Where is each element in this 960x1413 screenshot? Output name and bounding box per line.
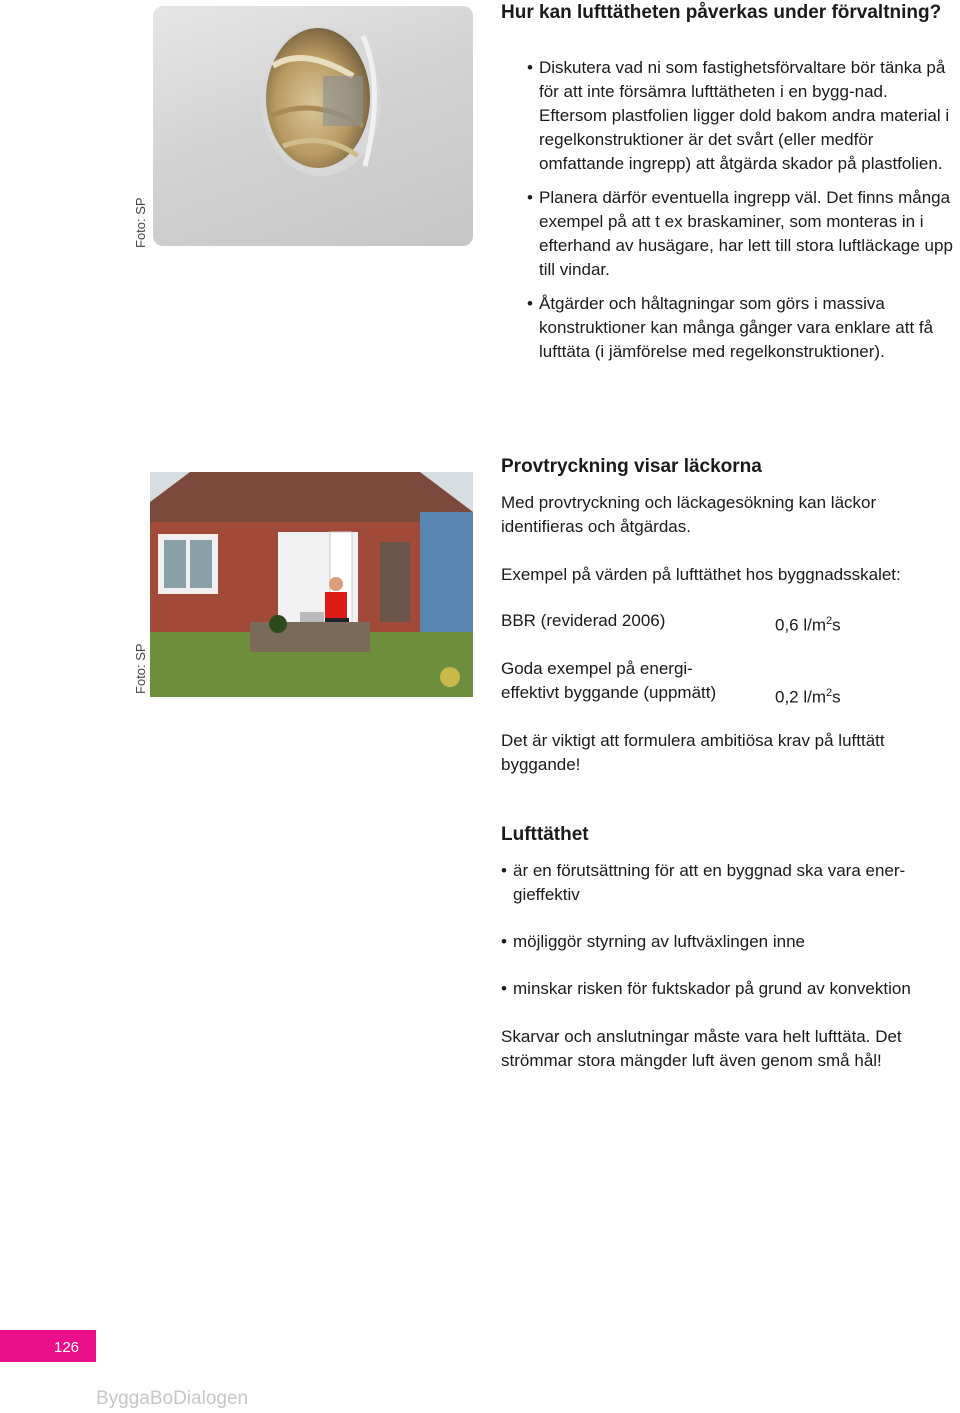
airtightness-row-good-example xyxy=(501,657,771,705)
list-item xyxy=(527,56,957,176)
row-label-line1: Goda exempel på energi- xyxy=(501,659,693,678)
house-pressure-test-photo xyxy=(150,472,473,697)
value-text: 0,6 l/m xyxy=(775,615,827,635)
bullet-icon: • xyxy=(501,979,507,998)
wall-hole-photo xyxy=(153,6,473,246)
section3-bullet-list xyxy=(501,859,956,1001)
list-item xyxy=(501,930,956,954)
value-text: 0,2 l/m xyxy=(775,687,827,707)
airtightness-row-bbr xyxy=(501,609,771,633)
value-suffix: s xyxy=(832,615,841,635)
page-number: 126 xyxy=(54,1339,80,1356)
section3-title: Lufttäthet xyxy=(501,824,589,845)
value-sup: 2 xyxy=(826,615,833,627)
brand-footer: ByggaBoDialogen xyxy=(96,1388,249,1409)
row-value xyxy=(775,681,841,710)
list-item xyxy=(527,186,957,282)
bullet-text: Åtgärder och håltagningar som görs i massiva konstruktioner kan många gånger vara enklare att få lufttäta (i jämförelse med regelkonstruktioner). xyxy=(539,294,934,361)
section1-bullet-list xyxy=(527,56,957,364)
section2-title: Provtryckning visar läckorna xyxy=(501,456,762,477)
list-item xyxy=(527,292,957,364)
value-suffix: s xyxy=(832,687,841,707)
list-item xyxy=(501,859,956,907)
row-label-line2: effektivt byggande (uppmätt) xyxy=(501,683,717,702)
bullet-icon: • xyxy=(501,932,507,951)
photo-credit-1: Foto: SP xyxy=(133,197,148,248)
examples-label: Exempel på värden på lufttäthet hos byggnadsskalet: xyxy=(501,565,901,584)
section2-conclusion: Det är viktigt att formulera ambitiösa krav på lufttätt byggande! xyxy=(501,731,885,774)
section2-intro: Med provtryckning och läckagesökning kan läckor identifieras och åtgärdas. xyxy=(501,493,877,536)
bullet-icon: • xyxy=(527,294,533,313)
section1-title: Hur kan lufttätheten påverkas under förvaltning? xyxy=(501,2,942,23)
bullet-icon: • xyxy=(501,861,507,880)
photo-credit-2: Foto: SP xyxy=(133,643,148,694)
bullet-text: Diskutera vad ni som fastighetsförvaltare bör tänka på för att inte försämra lufttätheten i en bygg-nad. Eftersom plastfolien ligger dold bakom andra material i regelkonstruktioner är det svårt (eller medför omfattande ingrepp) att åtgärda skador på plastfolien. xyxy=(539,58,950,173)
section3-closing: Skarvar och anslutningar måste vara helt lufttäta. Det strömmar stora mängder luft även genom små hål! xyxy=(501,1027,902,1070)
page-number-tab xyxy=(0,1330,96,1362)
value-sup: 2 xyxy=(826,687,833,699)
row-value xyxy=(775,609,841,638)
bullet-text: Planera därför eventuella ingrepp väl. Det finns många exempel på att t ex braskaminer, som monteras in i efterhand av husägare, har lett till stora luftläckage upp till vindar. xyxy=(539,188,953,279)
bullet-text: minskar risken för fuktskador på grund av konvektion xyxy=(513,979,911,998)
bullet-icon: • xyxy=(527,188,533,207)
bullet-text: är en förutsättning för att en byggnad ska vara ener-gieffektiv xyxy=(513,861,906,904)
bullet-text: möjliggör styrning av luftväxlingen inne xyxy=(513,932,805,951)
row-label: BBR (reviderad 2006) xyxy=(501,611,666,630)
list-item xyxy=(501,977,956,1001)
bullet-icon: • xyxy=(527,58,533,77)
